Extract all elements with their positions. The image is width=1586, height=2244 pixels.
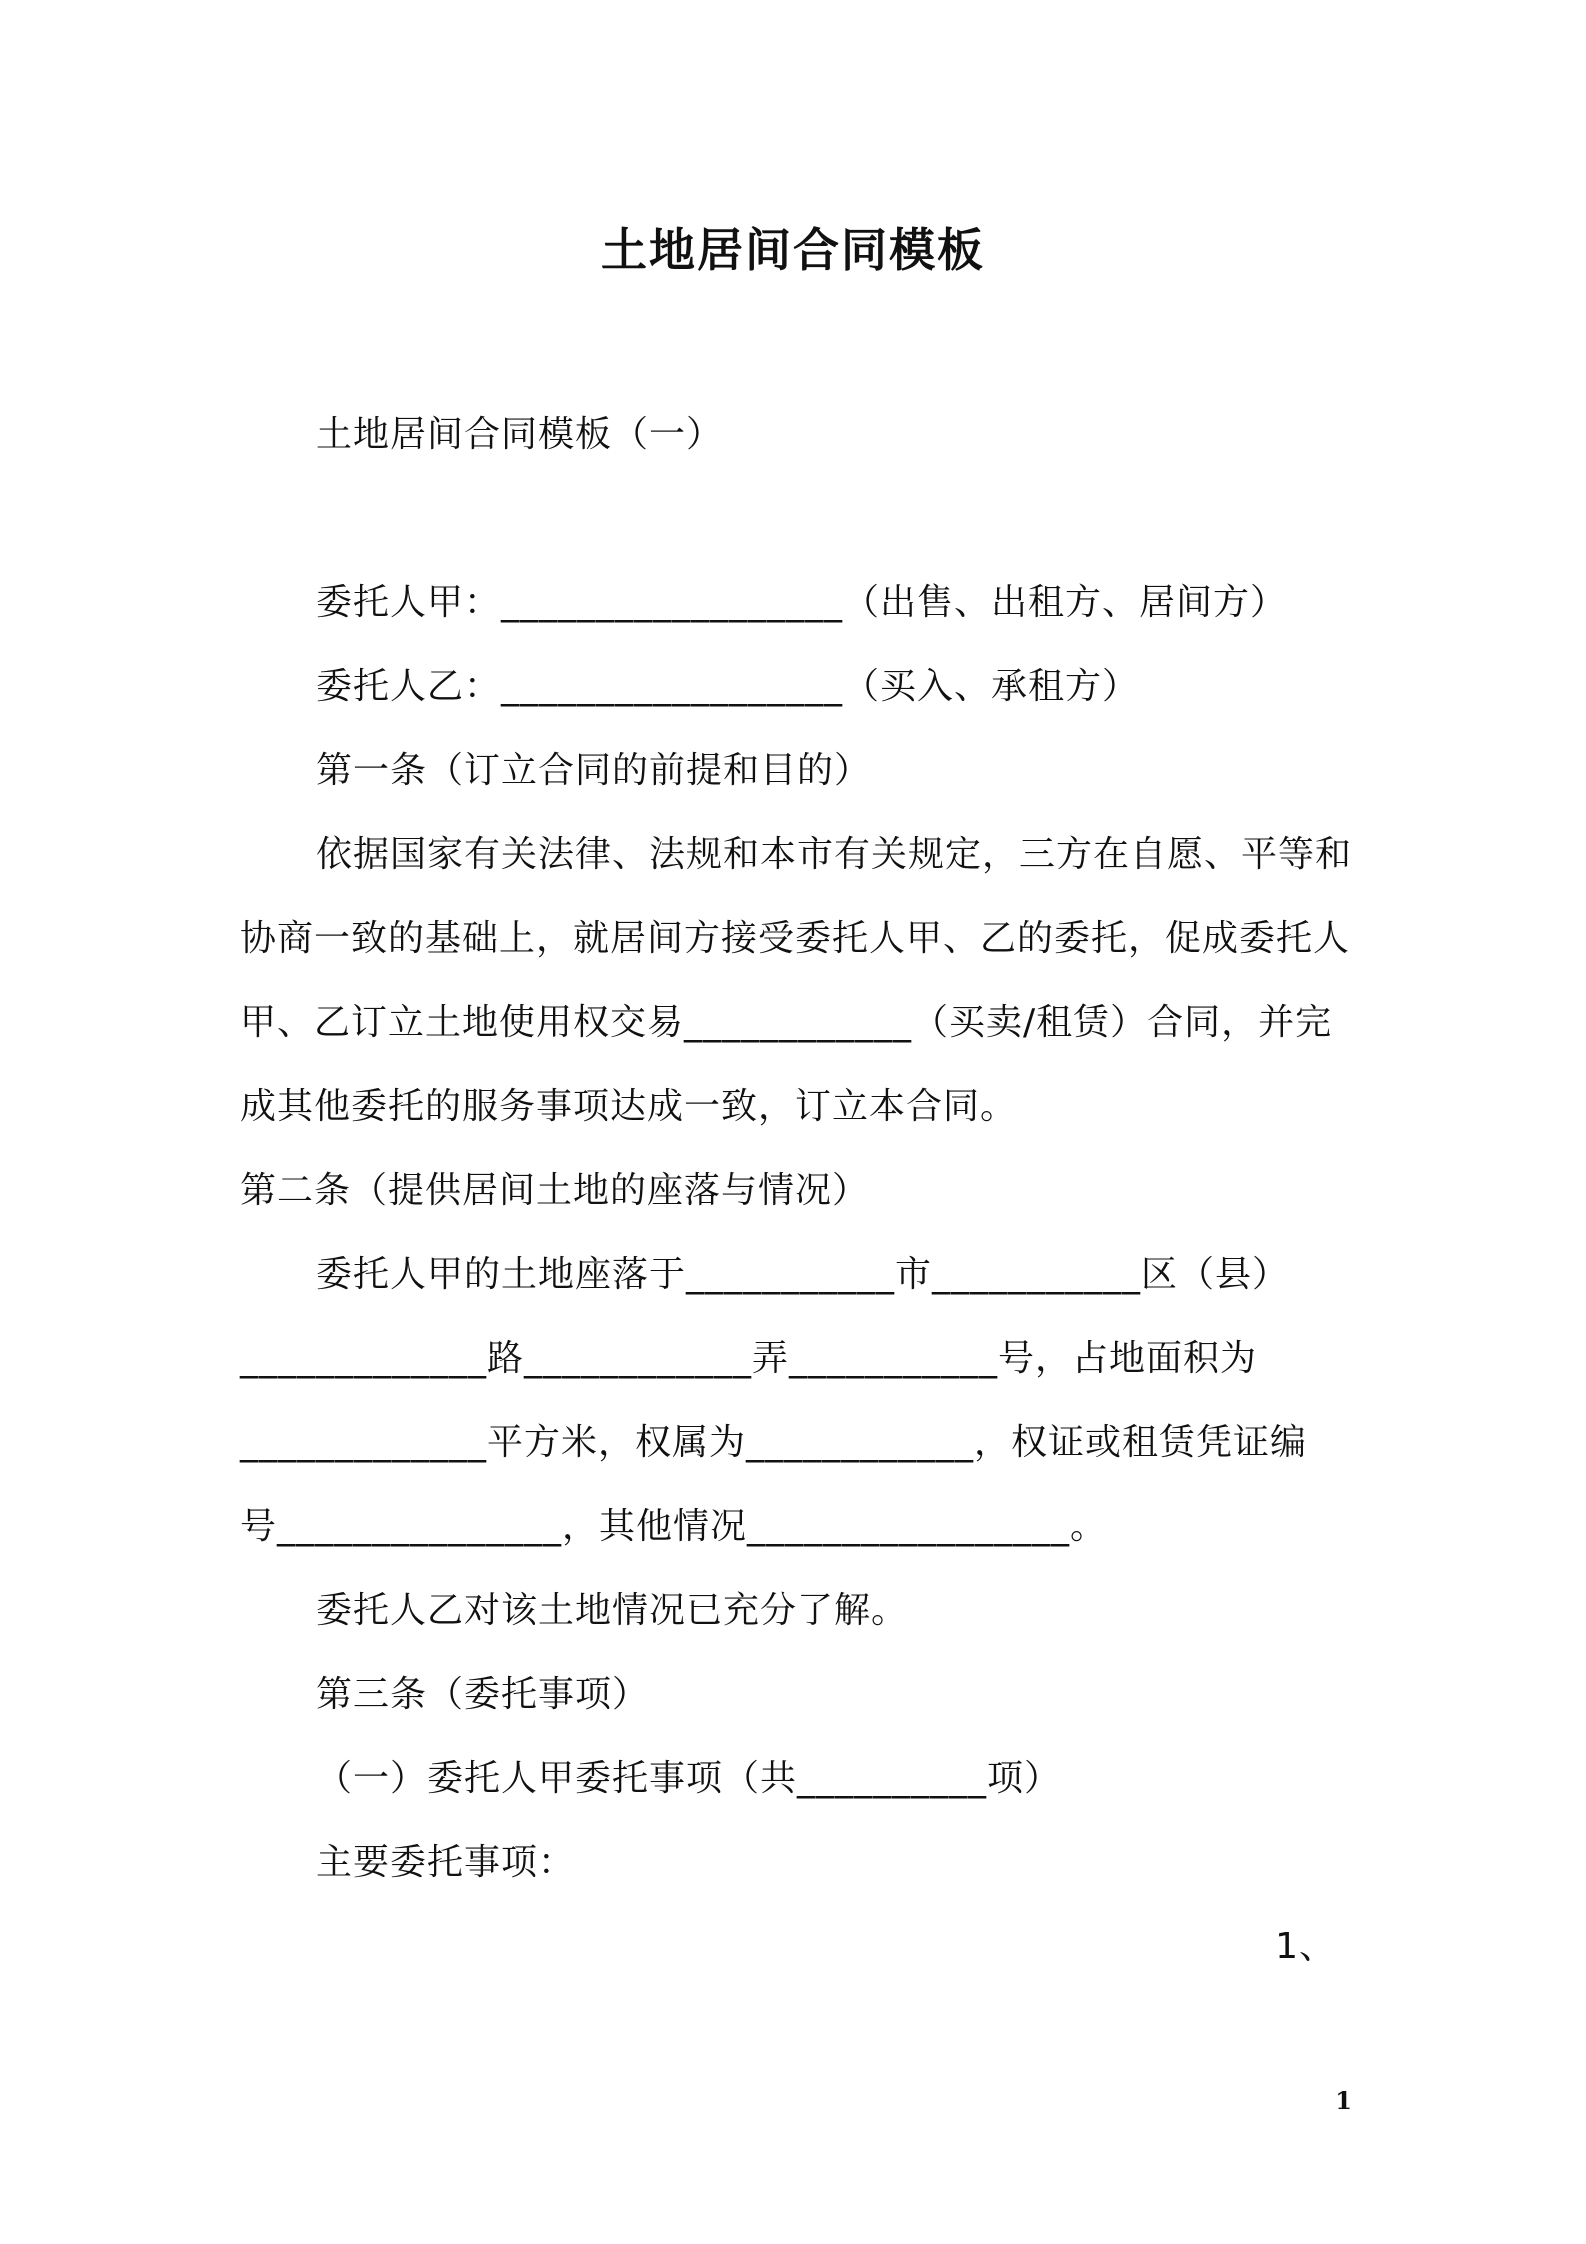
page-number: 1 <box>1335 2086 1352 2115</box>
article-2-heading: 第二条（提供居间土地的座落与情况） <box>240 1170 870 1211</box>
article-1-heading: 第一条（订立合同的前提和目的） <box>316 750 872 791</box>
article-1-text-line: 成其他委托的服务事项达成一致，订立本合同。 <box>240 1086 1018 1127</box>
article-2-text-line: 号_______________，其他情况_________________。 <box>240 1506 1108 1547</box>
article-1-text-line: 甲、乙订立土地使用权交易____________（买卖/租赁）合同，并完 <box>240 1002 1333 1043</box>
article-1-text-line: 协商一致的基础上，就居间方接受委托人甲、乙的委托，促成委托人 <box>240 918 1351 959</box>
article-3-item-line: （一）委托人甲委托事项（共__________项） <box>316 1758 1062 1799</box>
subtitle: 土地居间合同模板（一） <box>316 414 724 455</box>
article-3-item-line: 主要委托事项： <box>316 1842 576 1883</box>
list-number: 1、 <box>1275 1926 1336 1967</box>
party-b-line: 委托人乙：__________________（买入、承租方） <box>316 666 1140 707</box>
article-2-text-line: _____________平方米，权属为____________，权证或租赁凭证编 <box>240 1422 1308 1463</box>
party-a-line: 委托人甲：__________________（出售、出租方、居间方） <box>316 582 1288 623</box>
article-2-text-line: _____________路____________弄___________号，占地面积为 <box>240 1338 1258 1379</box>
article-3-heading: 第三条（委托事项） <box>316 1674 650 1715</box>
article-2-text-line: 委托人乙对该土地情况已充分了解。 <box>316 1590 909 1631</box>
document-title: 土地居间合同模板 <box>601 223 985 277</box>
article-2-text-line: 委托人甲的土地座落于___________市___________区（县） <box>316 1254 1290 1295</box>
article-1-text-line: 依据国家有关法律、法规和本市有关规定，三方在自愿、平等和 <box>316 834 1353 875</box>
